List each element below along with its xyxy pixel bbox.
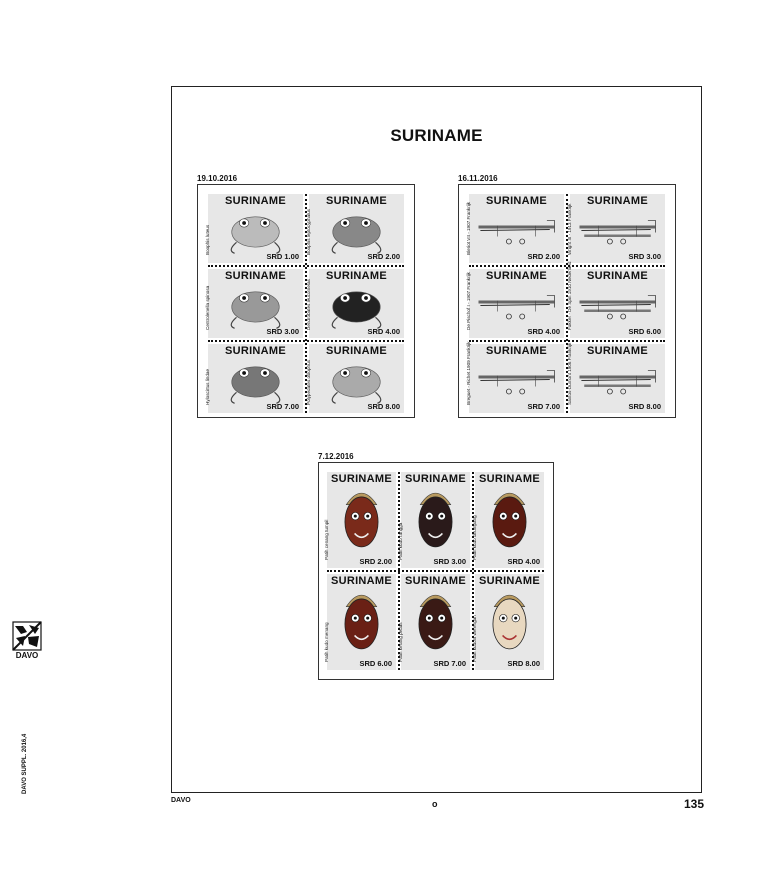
stamp-caption: Patih kudo rangga	[398, 522, 403, 560]
stamp-value: SRD 3.00	[266, 327, 299, 336]
stamp-caption: Centrolenella spinosa	[205, 285, 210, 330]
stamp-country: SURINAME	[478, 575, 541, 587]
stamp-country: SURINAME	[404, 473, 467, 485]
perforation-horizontal	[208, 340, 404, 342]
sheet-1-date: 19.10.2016	[197, 174, 238, 183]
stamp-plane-6	[567, 342, 665, 413]
stamp-country: SURINAME	[586, 270, 649, 282]
stamp-caption: Boophis leptocyphalus	[306, 209, 311, 255]
stamp-country: SURINAME	[586, 345, 649, 357]
sheet-3-date: 7.12.2016	[318, 452, 354, 461]
page-title: SURINAME	[390, 126, 483, 145]
stamp-mask-3	[472, 472, 544, 568]
stamp-frog-6	[306, 344, 404, 413]
stamp-value: SRD 4.00	[527, 327, 560, 336]
stamp-frog-3	[205, 269, 303, 338]
stamp-caption: Santos-Dumont 1906 Frankrijk	[567, 342, 572, 405]
stamp-country: SURINAME	[224, 195, 287, 207]
stamp-value: SRD 6.00	[628, 327, 661, 336]
footer-brand: DAVO	[171, 797, 191, 804]
stamp-caption: De Pischof I - 1907 Frankrijk	[466, 272, 471, 330]
perforation-horizontal	[208, 265, 404, 267]
stamp-plane-4	[567, 261, 665, 338]
logo-text: DAVO	[15, 651, 39, 660]
stamp-value: SRD 8.00	[507, 659, 540, 668]
stamp-country: SURINAME	[224, 270, 287, 282]
stamp-mask-5	[398, 574, 470, 670]
page-number: 135	[684, 797, 705, 811]
stamp-country: SURINAME	[485, 195, 548, 207]
stamp-value: SRD 7.00	[527, 402, 560, 411]
stamp-sheet-masks	[318, 462, 554, 680]
stamp-value: SRD 6.00	[359, 659, 392, 668]
supplement-code: DAVO SUPPL. 2016,4	[22, 733, 28, 794]
stamp-value: SRD 1.00	[266, 252, 299, 261]
stamp-frog-1	[205, 194, 303, 263]
stamp-sheet-frogs	[197, 184, 415, 418]
perforation-vertical	[566, 194, 568, 413]
footer-marker: o	[432, 799, 438, 809]
stamp-caption: Wright III - 1913 Frankrijk	[567, 203, 572, 255]
stamp-country: SURINAME	[586, 195, 649, 207]
stamp-value: SRD 8.00	[628, 402, 661, 411]
stamp-value: SRD 7.00	[266, 402, 299, 411]
stamp-caption: Patih cenang tumpil	[324, 519, 329, 560]
stamp-value: SRD 8.00	[367, 402, 400, 411]
stamp-caption: Patih kerang pedas	[398, 622, 403, 662]
stamp-frog-5	[205, 344, 303, 413]
stamp-country: SURINAME	[330, 575, 393, 587]
stamp-country: SURINAME	[325, 195, 388, 207]
stamp-caption: Patih kudoni werengan	[472, 615, 477, 662]
stamp-value: SRD 3.00	[433, 557, 466, 566]
stamp-plane-1	[466, 194, 564, 263]
stamp-plane-5	[466, 341, 564, 413]
perforation-horizontal	[327, 570, 544, 572]
stamp-caption: Hyloscirtus lindae	[205, 369, 210, 405]
stamp-mask-2	[398, 472, 470, 568]
stamp-value: SRD 2.00	[367, 252, 400, 261]
stamp-value: SRD 4.00	[507, 557, 540, 566]
stamp-value: SRD 7.00	[433, 659, 466, 668]
sheet-2-date: 16.11.2016	[458, 174, 498, 183]
stamp-plane-2	[567, 194, 665, 263]
perforation-horizontal	[469, 265, 665, 267]
stamp-mask-1	[324, 472, 396, 568]
perforation-vertical	[305, 194, 307, 413]
stamp-value: SRD 2.00	[527, 252, 560, 261]
stamp-caption: Polypedates otilophus	[306, 360, 311, 405]
perforation-horizontal	[469, 340, 665, 342]
stamp-country: SURINAME	[485, 270, 548, 282]
stamp-country: SURINAME	[330, 473, 393, 485]
stamp-value: SRD 3.00	[628, 252, 661, 261]
stamp-caption: Dendrobates leucomelas	[306, 279, 311, 330]
stamp-country: SURINAME	[404, 575, 467, 587]
stamp-sheet-planes	[458, 184, 676, 418]
stamp-caption: Breguet - Richet 1909 Frankrijk	[466, 341, 471, 405]
stamp-country: SURINAME	[478, 473, 541, 485]
stamp-country: SURINAME	[485, 345, 548, 357]
stamp-caption: Bleriot VII - 1907 Frankrijk	[466, 201, 471, 255]
stamp-frog-4	[306, 269, 404, 338]
stamp-frog-2	[306, 194, 404, 263]
stamp-mask-4	[324, 574, 396, 670]
stamp-caption: Patih kudo menang	[324, 622, 329, 662]
stamp-caption: Fokker - De Spin 1910 Nederland	[567, 261, 572, 330]
stamp-country: SURINAME	[224, 345, 287, 357]
stamp-plane-3	[466, 269, 564, 338]
stamp-country: SURINAME	[325, 270, 388, 282]
stamp-mask-6	[472, 574, 544, 670]
stamp-caption: Patih kudo dirumpang	[472, 515, 477, 560]
stamp-value: SRD 4.00	[367, 327, 400, 336]
stamp-caption: Boophis luteus	[205, 224, 210, 255]
stamp-value: SRD 2.00	[359, 557, 392, 566]
stamp-country: SURINAME	[325, 345, 388, 357]
